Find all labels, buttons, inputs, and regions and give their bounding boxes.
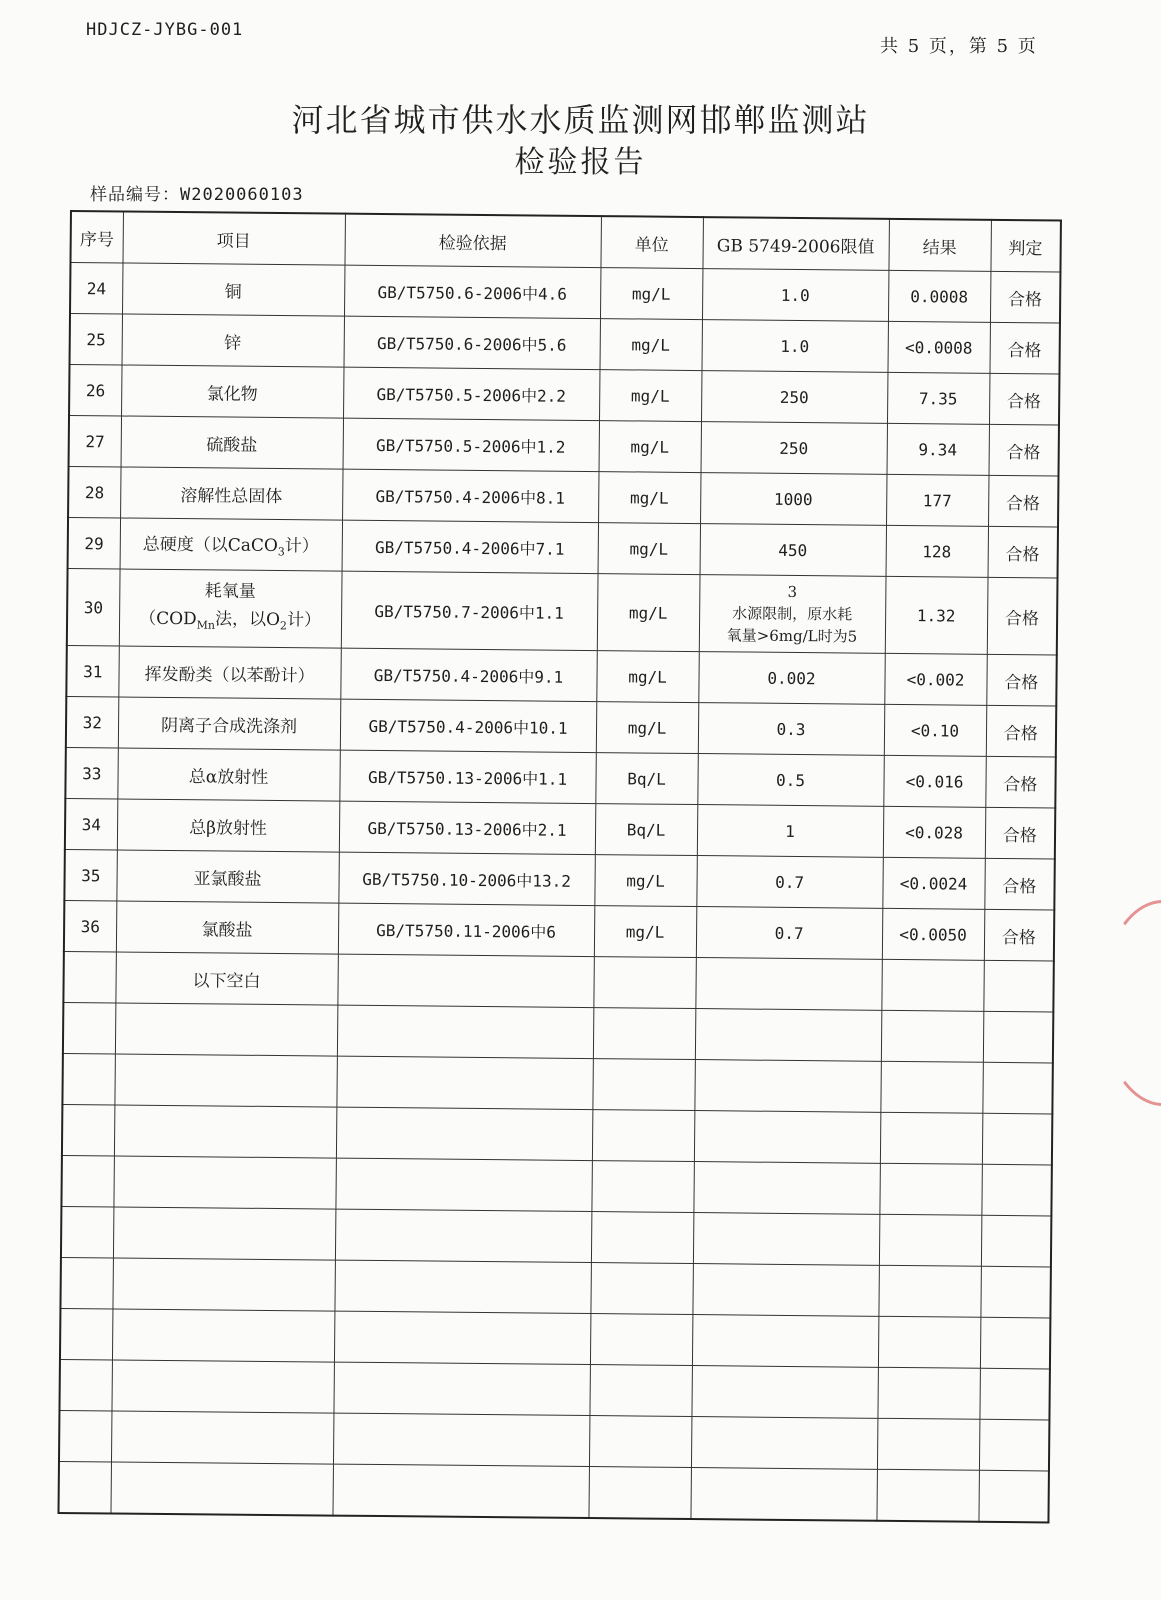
sample-number-line — [90, 180, 304, 205]
cell-seq: 29 — [68, 517, 120, 568]
empty-cell — [980, 1317, 1050, 1369]
empty-cell — [692, 1315, 878, 1368]
cell-unit: Bq/L — [595, 753, 697, 805]
item-subscript: 2 — [279, 619, 288, 633]
cell-judge: 合格 — [984, 909, 1054, 961]
cell-limit — [695, 958, 881, 1011]
empty-cell — [878, 1265, 980, 1317]
empty-cell — [879, 1214, 981, 1266]
empty-row — [62, 1104, 1052, 1165]
empty-cell — [592, 1059, 694, 1111]
cell-unit — [593, 957, 695, 1009]
cell-unit: mg/L — [599, 421, 701, 473]
limit-line-3: 氧量>6mg/L时为5 — [726, 626, 858, 646]
empty-cell — [335, 1209, 591, 1262]
empty-cell — [114, 1105, 336, 1158]
item-text: 计） — [286, 609, 322, 631]
header-result: 结果 — [888, 219, 990, 271]
table-row — [66, 696, 1056, 757]
item-subscript: 3 — [277, 545, 285, 559]
cell-limit: 0.5 — [697, 754, 883, 807]
cell-unit: mg/L — [600, 268, 702, 320]
cell-basis: GB/T5750.4-2006中8.1 — [342, 469, 598, 522]
item-text: （COD — [139, 608, 197, 630]
empty-cell — [691, 1417, 877, 1470]
header-judge: 判定 — [990, 220, 1060, 272]
cell-result: <0.002 — [884, 653, 986, 705]
empty-cell — [333, 1362, 589, 1415]
empty-cell — [114, 1054, 336, 1107]
empty-cell — [588, 1467, 690, 1519]
limit-line-1: 3 — [787, 582, 798, 601]
table-row — [69, 416, 1059, 477]
cell-judge: 合格 — [988, 526, 1058, 578]
item-subscript: Mn — [196, 618, 216, 632]
cell-judge: 合格 — [988, 424, 1058, 476]
cell-seq: 30 — [67, 568, 120, 645]
empty-cell — [335, 1158, 591, 1211]
cell-basis: GB/T5750.13-2006中1.1 — [339, 750, 595, 803]
empty-row — [59, 1359, 1049, 1420]
empty-cell — [591, 1161, 693, 1213]
cell-seq: 25 — [70, 314, 122, 365]
cell-limit: 250 — [701, 422, 887, 475]
empty-cell — [981, 1215, 1051, 1267]
empty-cell — [590, 1314, 692, 1366]
empty-cell — [58, 1461, 110, 1513]
item-line-2 — [122, 604, 337, 640]
empty-row — [61, 1206, 1051, 1267]
cell-limit: 250 — [701, 371, 887, 424]
empty-cell — [876, 1469, 978, 1521]
empty-cell — [593, 1008, 695, 1060]
cell-judge: 合格 — [984, 858, 1054, 910]
cell-item: 溶解性总固体 — [120, 467, 342, 520]
cell-limit: 450 — [700, 524, 886, 577]
empty-row — [60, 1257, 1050, 1318]
empty-cell — [879, 1163, 981, 1215]
cell-item — [119, 569, 342, 648]
cell-limit: 1.0 — [702, 269, 888, 322]
header-limit: GB 5749-2006限值 — [702, 217, 888, 270]
table-row — [67, 568, 1058, 654]
cell-item: 氯化物 — [121, 365, 343, 418]
empty-cell — [111, 1411, 333, 1464]
cell-basis: GB/T5750.5-2006中2.2 — [343, 367, 599, 420]
empty-cell — [59, 1359, 111, 1410]
empty-cell — [877, 1418, 979, 1470]
cell-result: <0.0024 — [882, 857, 984, 909]
cell-seq: 27 — [69, 416, 121, 467]
empty-row — [62, 1053, 1052, 1114]
empty-cell — [880, 1061, 982, 1113]
cell-judge: 合格 — [990, 271, 1060, 323]
cell-item: 总β放射性 — [117, 799, 339, 852]
empty-cell — [983, 1011, 1053, 1063]
table-row — [69, 365, 1059, 426]
cell-basis — [337, 954, 593, 1007]
blank-note-row — [63, 951, 1053, 1012]
empty-cell — [115, 1003, 337, 1056]
cell-unit: mg/L — [599, 319, 701, 371]
cell-basis: GB/T5750.7-2006中1.1 — [341, 571, 598, 650]
table-row — [70, 314, 1060, 375]
cell-unit: mg/L — [594, 906, 696, 958]
empty-cell — [695, 1009, 881, 1062]
page-info: 共 5 页，第 5 页 — [880, 36, 1038, 57]
cell-judge: 合格 — [985, 756, 1055, 808]
empty-cell — [336, 1056, 592, 1109]
empty-cell — [980, 1266, 1050, 1318]
cell-judge: 合格 — [986, 654, 1056, 706]
cell-result: 9.34 — [887, 423, 989, 475]
cell-seq: 33 — [65, 747, 117, 798]
empty-cell — [693, 1162, 879, 1215]
empty-cell — [112, 1258, 334, 1311]
cell-item: 氯酸盐 — [116, 901, 338, 954]
empty-cell — [62, 1053, 114, 1104]
cell-basis: GB/T5750.5-2006中1.2 — [343, 418, 599, 471]
header-seq: 序号 — [70, 211, 122, 263]
empty-cell — [878, 1316, 980, 1368]
empty-cell — [979, 1368, 1049, 1420]
results-table-wrapper — [57, 210, 1059, 1523]
cell-result: <0.0050 — [882, 908, 984, 960]
cell-seq: 34 — [65, 798, 117, 849]
cell-result — [881, 959, 983, 1011]
cell-item: 铜 — [122, 263, 344, 316]
empty-cell — [336, 1107, 592, 1160]
cell-basis: GB/T5750.10-2006中13.2 — [338, 852, 594, 905]
empty-cell — [113, 1156, 335, 1209]
cell-limit — [699, 575, 886, 654]
cell-limit: 1 — [697, 805, 883, 858]
cell-unit: mg/L — [594, 855, 696, 907]
cell-result: 0.0008 — [888, 270, 990, 322]
empty-cell — [334, 1260, 590, 1313]
cell-result: <0.016 — [883, 755, 985, 807]
empty-row — [58, 1461, 1048, 1522]
empty-cell — [61, 1206, 113, 1257]
empty-cell — [880, 1112, 982, 1164]
table-row — [66, 645, 1056, 706]
empty-cell — [589, 1416, 691, 1468]
empty-cell — [112, 1309, 334, 1362]
empty-cell — [332, 1464, 588, 1518]
cell-item: 锌 — [122, 314, 344, 367]
empty-cell — [693, 1213, 879, 1266]
empty-cell — [113, 1207, 335, 1260]
empty-cell — [111, 1360, 333, 1413]
cell-judge: 合格 — [985, 807, 1055, 859]
cell-judge: 合格 — [989, 373, 1059, 425]
cell-limit: 0.7 — [696, 856, 882, 909]
cell-seq: 36 — [64, 900, 116, 951]
cell-basis: GB/T5750.13-2006中2.1 — [339, 801, 595, 854]
cell-basis: GB/T5750.4-2006中7.1 — [342, 520, 598, 573]
table-row — [64, 849, 1054, 910]
cell-basis: GB/T5750.4-2006中9.1 — [340, 648, 596, 701]
table-row — [65, 798, 1055, 859]
header-item: 项目 — [122, 212, 344, 266]
cell-seq — [63, 951, 115, 1002]
cell-limit: 0.3 — [698, 703, 884, 756]
cell-unit: mg/L — [597, 574, 700, 652]
empty-cell — [60, 1257, 112, 1308]
cell-result: 177 — [886, 474, 988, 526]
header-unit: 单位 — [600, 216, 702, 268]
empty-cell — [110, 1462, 332, 1516]
document-code: HDJCZ-JYBG-001 — [86, 20, 244, 40]
empty-cell — [978, 1470, 1048, 1522]
empty-cell — [61, 1155, 113, 1206]
cell-judge: 合格 — [987, 577, 1058, 655]
empty-cell — [60, 1308, 112, 1359]
cell-basis: GB/T5750.11-2006中6 — [338, 903, 594, 956]
cell-unit: Bq/L — [595, 804, 697, 856]
item-line-1: 耗氧量 — [204, 581, 256, 602]
cell-judge: 合格 — [986, 705, 1056, 757]
header-basis: 检验依据 — [344, 214, 600, 268]
table-row — [68, 517, 1058, 578]
item-text: 总硬度（以CaCO — [142, 535, 278, 557]
empty-cell — [881, 1010, 983, 1062]
cell-item: 硫酸盐 — [121, 416, 343, 469]
cell-limit: 0.7 — [696, 907, 882, 960]
table-header-row — [70, 211, 1060, 272]
empty-cell — [979, 1419, 1049, 1471]
cell-basis: GB/T5750.6-2006中5.6 — [344, 316, 600, 369]
blank-note: 以下空白 — [115, 952, 337, 1005]
report-title: 河北省城市供水水质监测网邯郸监测站 — [291, 101, 870, 139]
empty-cell — [694, 1060, 880, 1113]
cell-item: 挥发酚类（以苯酚计） — [118, 646, 340, 699]
cell-basis: GB/T5750.6-2006中4.6 — [344, 265, 600, 318]
cell-limit: 1000 — [700, 473, 886, 526]
cell-result: <0.028 — [883, 806, 985, 858]
cell-seq: 26 — [69, 365, 121, 416]
table-row — [70, 263, 1060, 324]
empty-cell — [62, 1104, 114, 1155]
cell-seq: 32 — [66, 696, 118, 747]
cell-seq: 31 — [66, 645, 118, 696]
cell-unit: mg/L — [599, 370, 701, 422]
cell-item: 亚氯酸盐 — [116, 850, 338, 903]
empty-cell — [694, 1111, 880, 1164]
cell-judge: 合格 — [988, 475, 1058, 527]
cell-item: 总α放射性 — [117, 748, 339, 801]
cell-seq: 24 — [70, 263, 122, 314]
empty-cell — [692, 1264, 878, 1317]
cell-unit: mg/L — [596, 702, 698, 754]
empty-cell — [877, 1367, 979, 1419]
empty-cell — [333, 1413, 589, 1466]
empty-cell — [982, 1062, 1052, 1114]
empty-row — [60, 1308, 1050, 1369]
cell-limit: 1.0 — [701, 320, 887, 373]
sample-number-label: 样品编号： — [90, 185, 180, 205]
table-row — [65, 747, 1055, 808]
cell-limit: 0.002 — [698, 652, 884, 705]
empty-cell — [589, 1365, 691, 1417]
empty-cell — [982, 1113, 1052, 1165]
empty-cell — [59, 1410, 111, 1461]
empty-cell — [592, 1110, 694, 1162]
table-row — [64, 900, 1054, 961]
empty-cell — [691, 1366, 877, 1419]
item-text: 计） — [284, 536, 319, 557]
cell-seq: 35 — [64, 849, 116, 900]
empty-row — [59, 1410, 1049, 1471]
cell-judge: 合格 — [989, 322, 1059, 374]
item-text: 法，以O — [214, 609, 281, 630]
empty-cell — [337, 1005, 593, 1058]
cell-item — [120, 518, 342, 571]
report-subtitle: 检验报告 — [514, 145, 647, 180]
cell-unit: mg/L — [598, 472, 700, 524]
empty-row — [63, 1002, 1053, 1063]
red-seal-stamp — [1100, 900, 1161, 1106]
cell-seq: 28 — [68, 466, 120, 517]
empty-cell — [981, 1164, 1051, 1216]
limit-line-2: 水源限制，原水耗 — [732, 604, 853, 624]
sample-number-value: W2020060103 — [180, 185, 304, 205]
cell-result: 1.32 — [885, 576, 988, 654]
empty-cell — [690, 1468, 876, 1521]
cell-result: <0.10 — [884, 704, 986, 756]
cell-item: 阴离子合成洗涤剂 — [118, 697, 340, 750]
empty-cell — [334, 1311, 590, 1364]
empty-cell — [590, 1263, 692, 1315]
cell-result: 7.35 — [887, 372, 989, 424]
cell-result: <0.0008 — [887, 321, 989, 373]
cell-judge — [983, 960, 1053, 1012]
cell-unit: mg/L — [598, 523, 700, 575]
cell-result: 128 — [886, 525, 988, 577]
cell-unit: mg/L — [596, 651, 698, 703]
results-table — [57, 210, 1061, 1523]
cell-basis: GB/T5750.4-2006中10.1 — [340, 699, 596, 752]
empty-cell — [63, 1002, 115, 1053]
empty-cell — [591, 1212, 693, 1264]
